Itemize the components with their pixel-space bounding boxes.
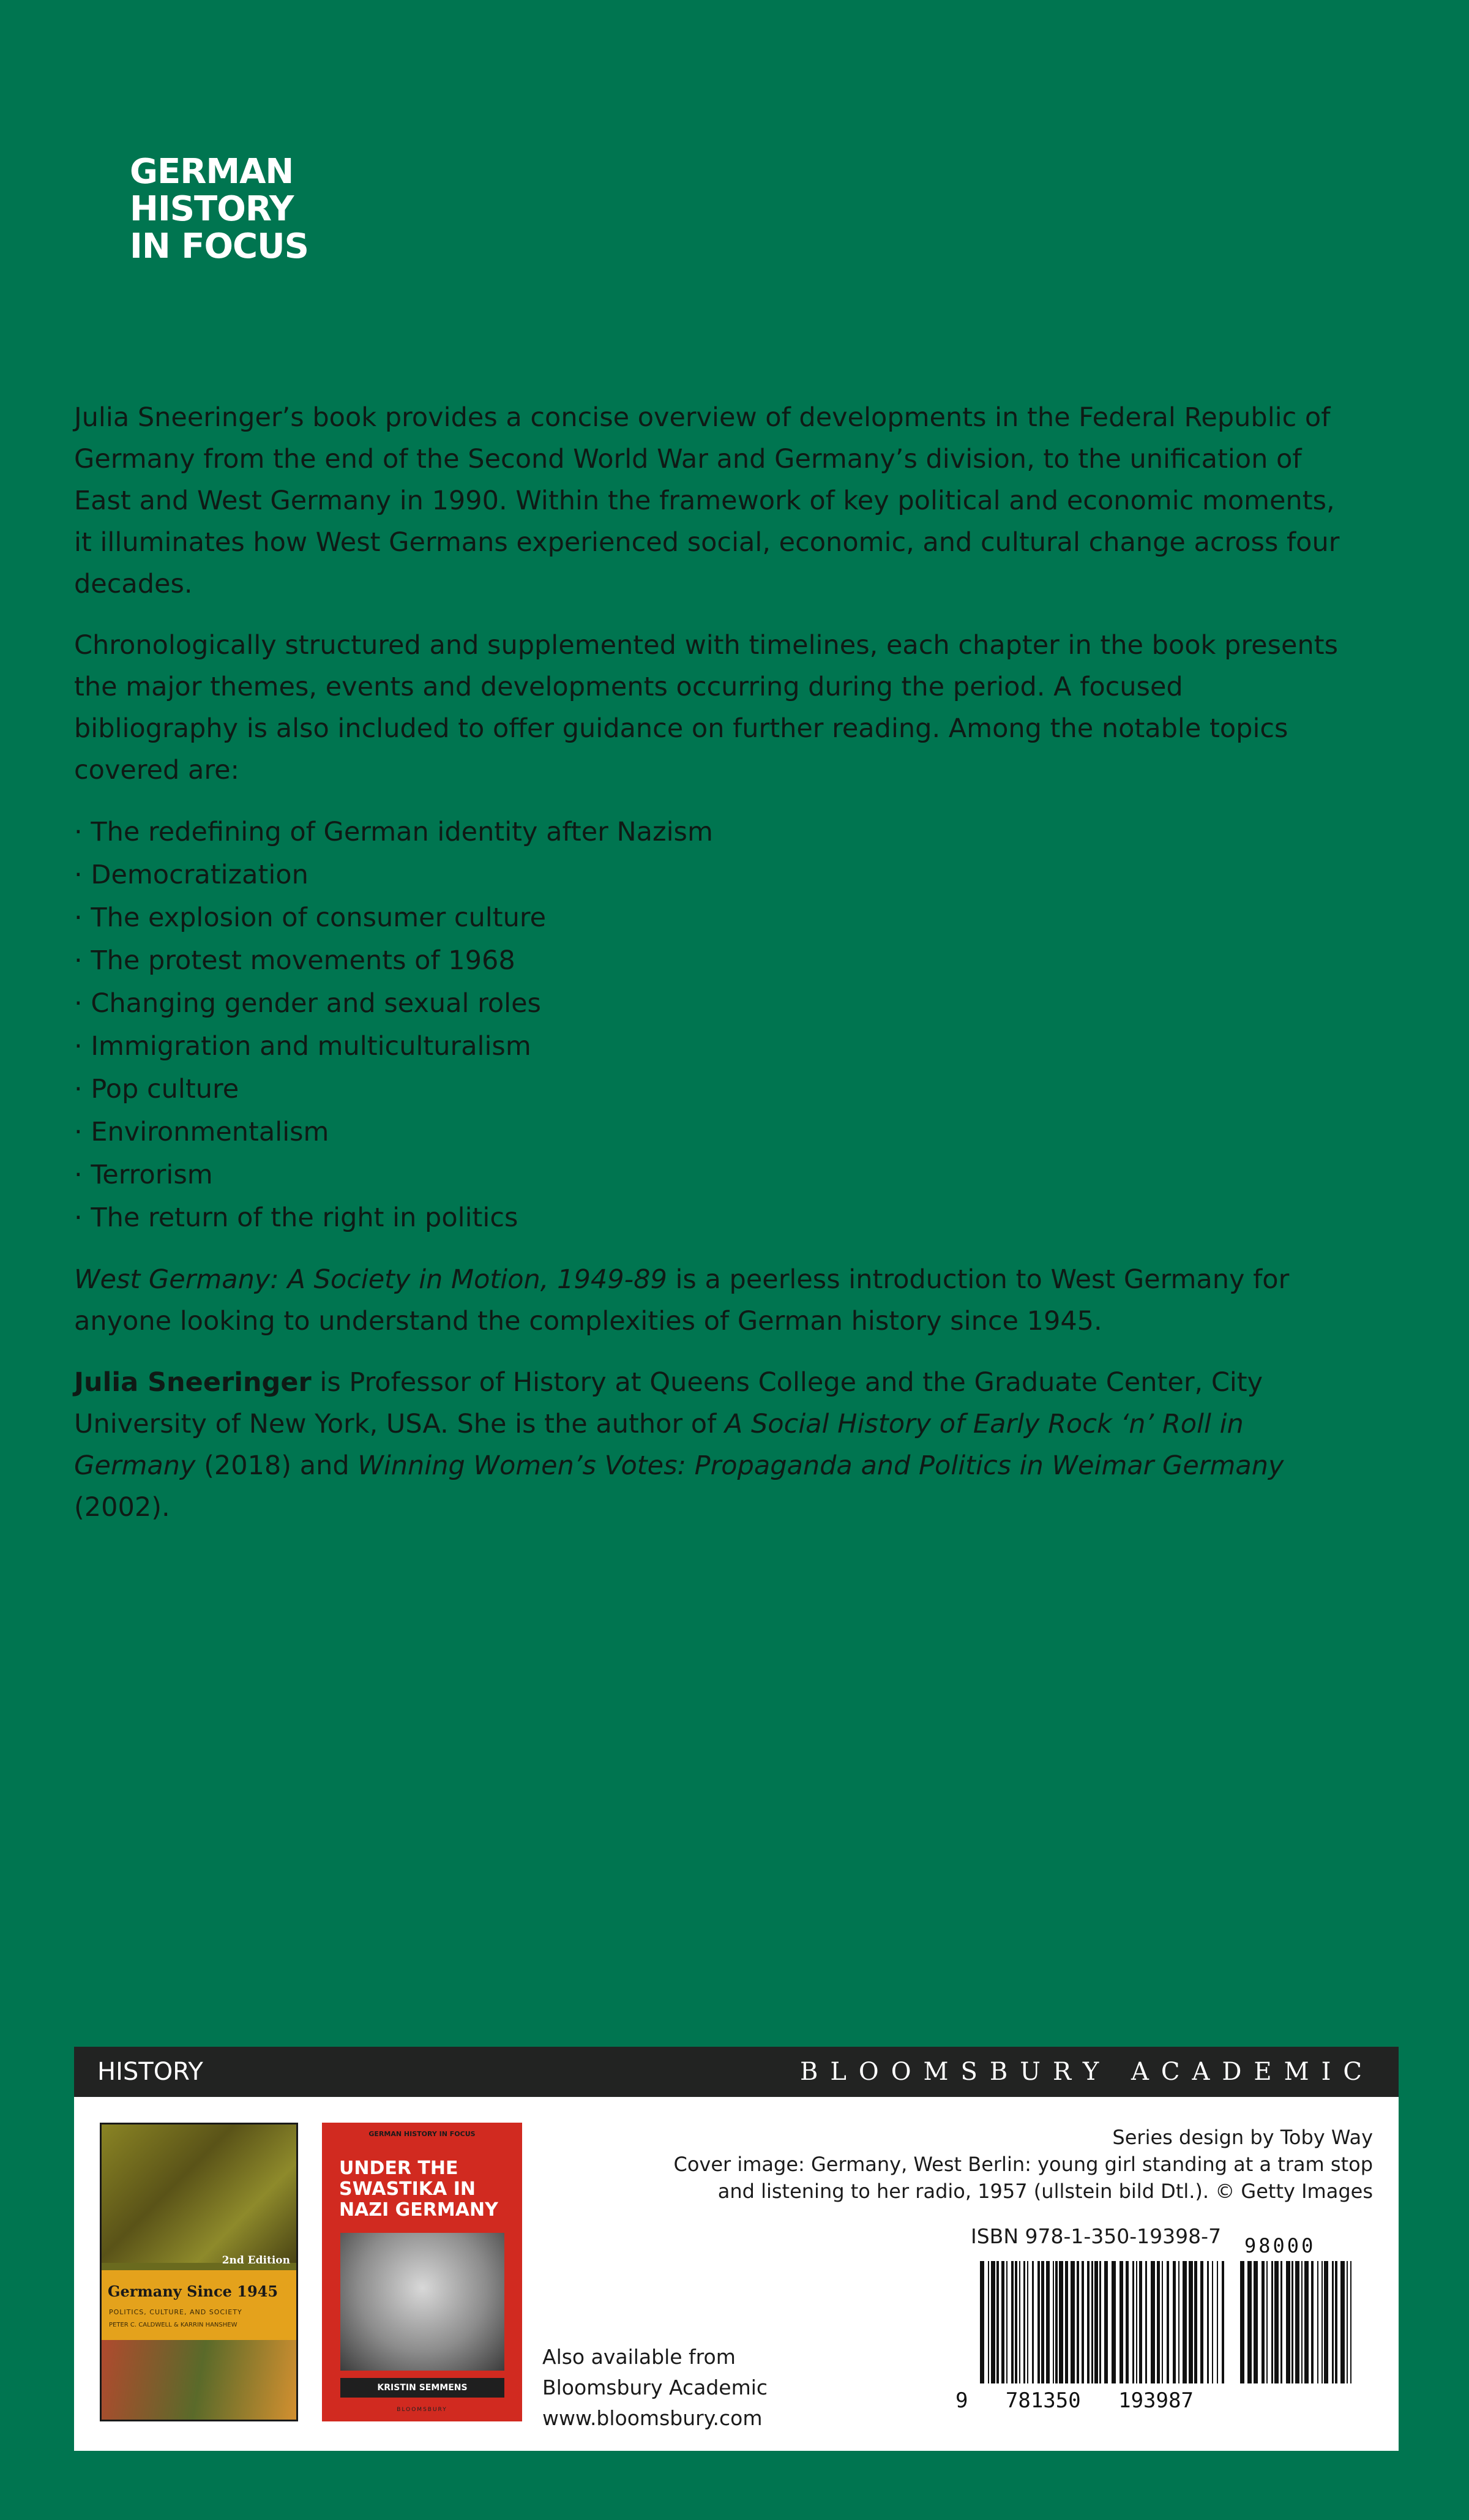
topic-item: · Democratization: [74, 860, 308, 890]
bio-book-1: A Social History of Early Rock ‘n’ Roll in Germany: [74, 1409, 1244, 1481]
barcode-bar: [1071, 2261, 1075, 2383]
barcode-bar: [1350, 2261, 1351, 2383]
barcode-bar: [1091, 2261, 1093, 2383]
barcode-bar: [1324, 2261, 1328, 2383]
barcode-bar: [1280, 2261, 1282, 2383]
barcode-bar: [1335, 2261, 1337, 2383]
category-label: HISTORY: [97, 2058, 203, 2086]
barcode-bar: [1240, 2261, 1244, 2383]
author-bio: [74, 1362, 1353, 1528]
blurb-paragraph-overview: Julia Sneeringer’s book provides a concise overview of developments in the Federal Republic of Germany from the end of the Second World War and Germany’s division, to the unification of East and West Germany in 1990. Within the framework of key political and economic moments, it illuminates how West Germans experienced social, economic, and cultural change across four decades.: [74, 402, 1340, 599]
barcode-bar: [1340, 2261, 1345, 2383]
barcode-bar: [1291, 2261, 1293, 2383]
barcode-digits: 9 781350 193987: [955, 2388, 1194, 2413]
barcode-bar: [991, 2261, 995, 2383]
barcode-bar: [1019, 2261, 1020, 2383]
series-logo-line-2: HISTORY: [130, 189, 294, 229]
barcode-bar: [1304, 2261, 1309, 2383]
barcode-bar: [1006, 2261, 1007, 2383]
also-available-line-2: Bloomsbury Academic: [542, 2376, 768, 2399]
book-title-band: [102, 2270, 296, 2340]
bio-text-1: is Professor of History at Queens College and the Graduate Center, City University of New York, USA. She is the author of: [74, 1367, 1263, 1439]
barcode-bar: [1001, 2261, 1004, 2383]
author-name: Julia Sneeringer: [74, 1367, 312, 1398]
barcode-bar: [1032, 2261, 1034, 2383]
summary-text: is a peerless introduction to West Germany for anyone looking to understand the complexities of German history since 1945.: [74, 1264, 1290, 1337]
barcode-bar: [1046, 2261, 1050, 2383]
also-available: [542, 2342, 768, 2403]
barcode-bar: [1157, 2261, 1160, 2383]
barcode-bar: [1183, 2261, 1187, 2383]
topic-item: · Pop culture: [74, 1074, 239, 1104]
barcode-bar: [1262, 2261, 1265, 2383]
barcode-bar: [1082, 2261, 1084, 2383]
topic-item: · The explosion of consumer culture: [74, 902, 547, 933]
barcode-bar: [1173, 2261, 1176, 2383]
barcode-bar: [1178, 2261, 1179, 2383]
blurb: [74, 397, 1353, 1548]
barcode-bar: [1065, 2261, 1068, 2383]
book-subtitle: POLITICS, CULTURE, AND SOCIETY: [109, 2308, 242, 2316]
website-link: www.bloomsbury.com: [542, 2406, 763, 2430]
topic-item: · Immigration and multiculturalism: [74, 1031, 531, 1062]
barcode-bar: [1295, 2261, 1299, 2383]
book-title-italic: West Germany: A Society in Motion, 1949-89: [74, 1264, 667, 1295]
book-series-label: GERMAN HISTORY IN FOCUS: [368, 2130, 476, 2138]
barcode-bar: [1212, 2261, 1213, 2383]
topic-item: · The redefining of German identity after Nazism: [74, 817, 713, 847]
barcode-bar: [1136, 2261, 1137, 2383]
barcode-bar: [988, 2261, 989, 2383]
book-title-line: UNDER THE: [339, 2158, 458, 2179]
isbn-barcode: [980, 2261, 1225, 2383]
barcode-bar: [1077, 2261, 1079, 2383]
barcode-bar: [1126, 2261, 1129, 2383]
series-logo: [130, 153, 308, 265]
bio-book-2: Winning Women’s Votes: Propaganda and Politics in Weimar Germany: [357, 1450, 1284, 1481]
barcode-bar: [996, 2261, 999, 2383]
barcode-bar: [1087, 2261, 1090, 2383]
barcode-bar: [1053, 2261, 1054, 2383]
publisher-wordmark: BLOOMSBURY ACADEMIC: [799, 2058, 1374, 2086]
barcode-bar: [1217, 2261, 1218, 2383]
barcode-bar: [1207, 2261, 1209, 2383]
barcode-bar: [1271, 2261, 1273, 2383]
barcode-bar: [1132, 2261, 1134, 2383]
credit-line: and listening to her radio, 1957 (ullstein bild Dtl.). © Getty Images: [717, 2180, 1373, 2203]
barcode-bar: [1015, 2261, 1017, 2383]
book-title: Germany Since 1945: [108, 2282, 278, 2300]
barcode-bar: [1139, 2261, 1142, 2383]
barcode-bar: [1286, 2261, 1290, 2383]
barcode-bar: [1194, 2261, 1197, 2383]
price-barcode: [1240, 2261, 1356, 2383]
book-cover-photo-collage: [102, 2124, 296, 2263]
barcode-bar: [1055, 2261, 1058, 2383]
topic-item: · The protest movements of 1968: [74, 945, 515, 976]
barcode-bar: [1151, 2261, 1155, 2383]
barcode-bar: [1104, 2261, 1108, 2383]
barcode-bar: [1347, 2261, 1348, 2383]
barcode-bar: [1145, 2261, 1147, 2383]
isbn-label: ISBN 978-1-350-19398-7: [971, 2224, 1222, 2248]
barcode-bar: [1059, 2261, 1063, 2383]
barcode-bar: [1332, 2261, 1334, 2383]
barcode-bar: [1189, 2261, 1193, 2383]
topic-item: · Changing gender and sexual roles: [74, 988, 541, 1019]
barcode-bar: [1027, 2261, 1028, 2383]
bio-text-3: (2002).: [74, 1492, 170, 1523]
book-cover-photo: [340, 2233, 504, 2371]
book-cover-lower-photo: [102, 2340, 296, 2421]
barcode-bar: [1037, 2261, 1040, 2383]
book-title-line: NAZI GERMANY: [339, 2199, 498, 2221]
topic-item: · The return of the right in politics: [74, 1202, 518, 1233]
barcode-bar: [1120, 2261, 1123, 2383]
book-authors: PETER C. CALDWELL & KARRIN HANSHEW: [109, 2322, 237, 2328]
barcode-bar: [1274, 2261, 1279, 2383]
book-edition-label: 2nd Edition: [222, 2254, 290, 2267]
barcode-bar: [1112, 2261, 1116, 2383]
category-band: [74, 2047, 1399, 2097]
book-title: [339, 2158, 498, 2221]
barcode-bar: [1094, 2261, 1098, 2383]
book-publisher: BLOOMSBURY: [397, 2407, 447, 2413]
barcode-bar: [1099, 2261, 1101, 2383]
barcode-bar: [1041, 2261, 1044, 2383]
barcode-bar: [1023, 2261, 1025, 2383]
barcode-bar: [1266, 2261, 1268, 2383]
book-author: KRISTIN SEMMENS: [340, 2378, 504, 2398]
design-credits: [673, 2124, 1373, 2205]
topic-item: · Environmentalism: [74, 1117, 329, 1147]
barcode-bar: [1301, 2261, 1303, 2383]
price-code-digits: 98000: [1244, 2234, 1316, 2257]
related-book-cover-germany-since-1945: [100, 2123, 298, 2421]
barcode-bar: [1200, 2261, 1203, 2383]
also-available-line-1: Also available from: [542, 2345, 736, 2369]
barcode-bar: [1011, 2261, 1014, 2383]
barcode-bar: [1321, 2261, 1323, 2383]
bottom-panel: [74, 2097, 1399, 2451]
bio-text-2: (2018) and: [195, 1450, 358, 1481]
barcode-bar: [1222, 2261, 1224, 2383]
topics-list: [74, 811, 1353, 1239]
related-book-cover-under-the-swastika: [322, 2123, 522, 2421]
barcode-bar: [1162, 2261, 1163, 2383]
blurb-paragraph-structure: Chronologically structured and supplemented with timelines, each chapter in the book presents the major themes, events and developments occurring during the period. A focused bibliography is also included to offer guidance on further reading. Among the notable topics covered are:: [74, 630, 1338, 786]
barcode-bar: [1247, 2261, 1252, 2383]
barcode-bar: [980, 2261, 984, 2383]
blurb-paragraph-summary: [74, 1259, 1353, 1342]
series-logo-line-1: GERMAN: [130, 152, 294, 192]
barcode-bar: [1254, 2261, 1258, 2383]
barcode-bar: [1317, 2261, 1318, 2383]
topic-item: · Terrorism: [74, 1160, 213, 1190]
credit-line: Cover image: Germany, West Berlin: young girl standing at a tram stop: [673, 2153, 1373, 2176]
credit-line: Series design by Toby Way: [1112, 2126, 1373, 2149]
barcode-bar: [1311, 2261, 1314, 2383]
barcode-bar: [1167, 2261, 1169, 2383]
series-logo-line-3: IN FOCUS: [130, 227, 308, 266]
book-title-line: SWASTIKA IN: [339, 2178, 476, 2200]
